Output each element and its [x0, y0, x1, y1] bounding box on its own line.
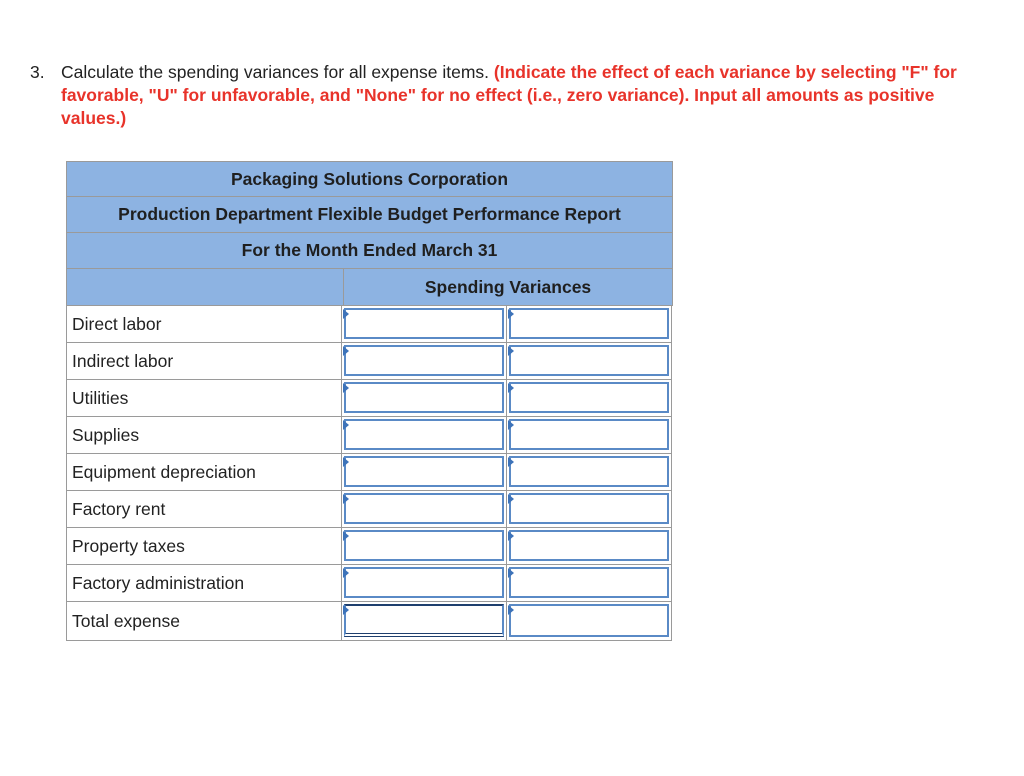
table-row	[66, 343, 673, 380]
table-row	[66, 306, 673, 343]
row-label-utilities: Utilities	[66, 380, 342, 417]
amount-input-indirect-labor[interactable]	[342, 343, 507, 380]
question-body	[61, 61, 970, 130]
company-name: Packaging Solutions Corporation	[66, 161, 673, 197]
amount-input-total-expense[interactable]	[342, 602, 507, 641]
effect-select-indirect-labor[interactable]	[507, 343, 672, 380]
row-label-supplies: Supplies	[66, 417, 342, 454]
effect-select-factory-administration[interactable]	[507, 565, 672, 602]
question-number: 3.	[30, 62, 45, 82]
effect-select-total-expense[interactable]	[507, 602, 672, 641]
table-row-total	[66, 602, 673, 641]
row-label-direct-labor: Direct labor	[66, 306, 342, 343]
table-row	[66, 417, 673, 454]
amount-input-supplies[interactable]	[342, 417, 507, 454]
report-title: Production Department Flexible Budget Performance Report	[66, 197, 673, 233]
question-instruction: (Indicate the effect of each variance by selecting "F" for favorable, "U" for unfavorable, and "None" for no effect (i.e., zero variance). Input all amounts as positive values.)	[61, 62, 957, 128]
column-header-blank	[67, 269, 344, 305]
table-row	[66, 380, 673, 417]
row-label-total-expense: Total expense	[66, 602, 342, 641]
amount-input-factory-administration[interactable]	[342, 565, 507, 602]
table-row	[66, 565, 673, 602]
row-label-property-taxes: Property taxes	[66, 528, 342, 565]
report-period: For the Month Ended March 31	[66, 233, 673, 269]
effect-select-property-taxes[interactable]	[507, 528, 672, 565]
amount-input-property-taxes[interactable]	[342, 528, 507, 565]
effect-select-factory-rent[interactable]	[507, 491, 672, 528]
question	[30, 61, 970, 130]
row-label-indirect-labor: Indirect labor	[66, 343, 342, 380]
column-header-row	[66, 269, 673, 306]
effect-select-direct-labor[interactable]	[507, 306, 672, 343]
amount-input-factory-rent[interactable]	[342, 491, 507, 528]
spending-variances-header: Spending Variances	[344, 269, 672, 305]
question-text: Calculate the spending variances for all expense items.	[61, 62, 490, 82]
effect-select-equipment-depreciation[interactable]	[507, 454, 672, 491]
row-label-factory-rent: Factory rent	[66, 491, 342, 528]
effect-select-utilities[interactable]	[507, 380, 672, 417]
amount-input-utilities[interactable]	[342, 380, 507, 417]
table-row	[66, 491, 673, 528]
table-row	[66, 454, 673, 491]
table-row	[66, 528, 673, 565]
amount-input-direct-labor[interactable]	[342, 306, 507, 343]
effect-select-supplies[interactable]	[507, 417, 672, 454]
amount-input-equipment-depreciation[interactable]	[342, 454, 507, 491]
row-label-equipment-depreciation: Equipment depreciation	[66, 454, 342, 491]
performance-report-table	[66, 161, 673, 641]
row-label-factory-administration: Factory administration	[66, 565, 342, 602]
